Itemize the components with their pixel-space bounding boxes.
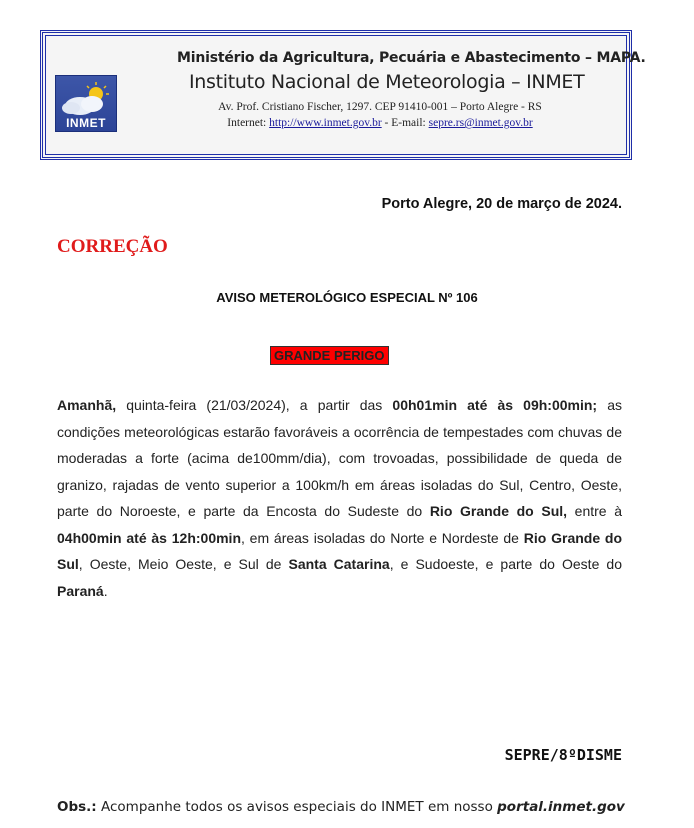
signature: SEPRE/8ºDISME	[504, 746, 622, 764]
website-link[interactable]: http://www.inmet.gov.br	[269, 117, 382, 129]
letterhead	[40, 30, 646, 160]
body-state-sc: Santa Catarina	[288, 556, 390, 572]
body-time-1: 00h01min até às 09h:00min;	[392, 397, 598, 413]
body-text: .	[103, 582, 108, 599]
correction-label: CORREÇÃO	[57, 236, 168, 257]
notice-title: AVISO METEROLÓGICO ESPECIAL Nº 106	[216, 290, 478, 305]
internet-label: Internet:	[227, 117, 270, 129]
danger-level-badge: GRANDE PERIGO	[270, 346, 389, 365]
email-link[interactable]: sepre.rs@inmet.gov.br	[428, 117, 533, 129]
portal-link[interactable]: portal.inmet.gov	[497, 799, 625, 815]
body-state-pr: Paraná	[57, 582, 104, 599]
notice-body	[57, 392, 622, 604]
obs-text: Acompanhe todos os avisos especiais do INMET em nosso	[96, 799, 498, 815]
institute-name: Instituto Nacional de Meteorologia – INMET	[189, 71, 585, 93]
body-text: quinta-feira (21/03/2024), a partir das	[116, 397, 393, 413]
body-text: entre à	[567, 503, 622, 519]
observation	[57, 799, 625, 815]
ministry-name: Ministério da Agricultura, Pecuária e Abastecimento – MAPA.	[177, 50, 646, 66]
obs-label: Obs.:	[57, 799, 97, 815]
document-date: Porto Alegre, 20 de março de 2024.	[381, 196, 622, 212]
body-state-rs: Rio Grande do Sul,	[429, 503, 568, 519]
body-time-2: 04h00min até às 12h:00min	[57, 529, 241, 546]
body-text: as condições meteorológicas estarão favoráveis a ocorrência de tempestades com chuvas de moderadas a forte (acima de100mm/dia), com trovoadas, possibilidade de queda de granizo, rajadas de vento superior a 100km/h em áreas isoladas do Sul, Centro, Oeste, parte do Noroeste, e parte da Encosta do Sudeste do	[57, 397, 622, 519]
inmet-logo	[55, 75, 117, 132]
body-state-rs-2: Rio Grande do Sul	[57, 529, 623, 572]
email-label: - E-mail:	[381, 117, 429, 129]
body-text: , e Sudoeste, e parte do Oeste do	[389, 556, 622, 572]
contact-line	[190, 117, 570, 129]
logo-text: INMET	[66, 116, 106, 130]
body-text: , em áreas isoladas do Norte e Nordeste de	[241, 529, 524, 546]
body-text: , Oeste, Meio Oeste, e Sul de	[78, 556, 289, 572]
body-day: Amanhã,	[57, 397, 117, 413]
address: Av. Prof. Cristiano Fischer, 1297. CEP 91410-001 – Porto Alegre - RS	[218, 101, 542, 113]
